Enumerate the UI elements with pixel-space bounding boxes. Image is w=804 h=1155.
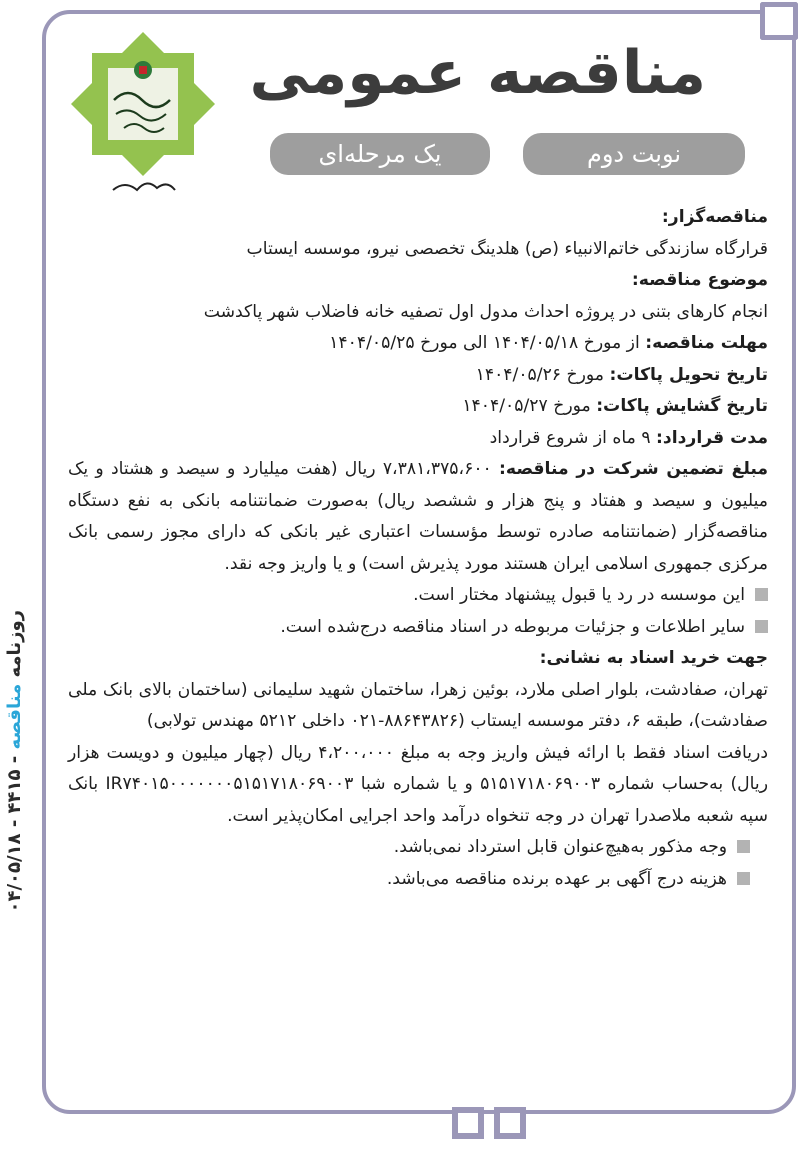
list-item — [68, 864, 768, 896]
opening-label: تاریخ گشایش پاکات: — [596, 396, 768, 416]
newspaper-caption — [4, 610, 25, 960]
bullet-text-1: این موسسه در رد یا قبول پیشنهاد مختار است. — [413, 585, 745, 605]
bullet-text-3: وجه مذکور به‌هیچ‌عنوان قابل استرداد نمی‌باشد. — [393, 837, 727, 857]
payment-text: دریافت اسناد فقط با ارائه فیش واریز وجه به مبلغ ۴،۲۰۰،۰۰۰ ریال (چهار میلیون و دویست هزار ریال) به‌حساب شماره ۵۱۵۱۷۱۸۰۶۹۰۰۳ و یا شماره شبا IR۷۴۰۱۵۰۰۰۰۰۰۰۵۱۵۱۷۱۸۰۶۹۰۰۳ بانک سپه شعبه ملاصدرا تهران در وجه تنخواه درآمد واحد اجرایی امکان‌پذیر است. — [68, 742, 768, 826]
address-text: تهران، صفادشت، بلوار اصلی ملارد، بوئین زهرا، ساختمان شهید سلیمانی (ساختمان بالای بانک ملی صفادشت)، طبقه ۶، دفتر موسسه ایستاب (۸۸۶۴۳۸۲۶-۰۲۱ داخلی ۵۲۱۲ مهندس تولابی) — [68, 679, 768, 731]
list-item — [68, 832, 768, 864]
page-title: مناقصه عمومی — [249, 38, 706, 108]
organizer-heading: مناقصه‌گزار: — [661, 207, 768, 227]
delivery-value: مورخ ۱۴۰۴/۰۵/۲۶ — [475, 364, 610, 385]
organizer-logo — [68, 30, 218, 200]
deadline-line — [68, 328, 768, 360]
subject-text: انجام کارهای بتنی در پروژه احداث مدول اول تصفیه خانه فاضلاب شهر پاکدشت — [203, 301, 768, 322]
opening-value: مورخ ۱۴۰۴/۰۵/۲۷ — [462, 396, 597, 416]
bullet-square-icon — [737, 840, 750, 853]
guarantee-paragraph — [68, 454, 768, 580]
notice-body — [68, 202, 768, 895]
corner-decoration — [760, 2, 798, 40]
list-item — [68, 580, 768, 612]
stage-badge: یک مرحله‌ای — [270, 133, 490, 175]
list-item — [68, 612, 768, 644]
round-badge: نوبت دوم — [523, 133, 745, 175]
caption-suffix: - ۴۴۱۵ - ۰۴/۰۵/۱۸ — [4, 749, 25, 913]
bullet-text-4: هزینه درج آگهی بر عهده برنده مناقصه می‌باشد. — [386, 868, 727, 889]
address-heading: جهت خرید اسناد به نشانی: — [539, 648, 768, 668]
deadline-label: مهلت مناقصه: — [645, 333, 768, 353]
guarantee-label: مبلغ تضمین شرکت در مناقصه: — [499, 459, 768, 479]
bullet-square-icon — [737, 872, 750, 885]
guarantee-value: ۷،۳۸۱،۳۷۵،۶۰۰ ریال (هفت میلیارد و سیصد و هشتاد و یک میلیون و سیصد و هفتاد و پنج هزار و ششصد ریال) به‌صورت ضمانتنامه بانکی به نفع دستگاه مناقصه‌گزار (ضمانتنامه صادره توسط مؤسسات اعتباری غیر بانکی که دارای مجوز رسمی بانک مرکزی جمهوری اسلامی ایران هستند مورد پذیرش است) و یا واریز وجه نقد. — [68, 459, 768, 574]
caption-prefix: روزنامه — [4, 610, 25, 684]
duration-label: مدت قرارداد: — [656, 427, 768, 448]
subject-heading: موضوع مناقصه: — [631, 270, 768, 290]
duration-value: ۹ ماه از شروع قرارداد — [489, 427, 657, 448]
deadline-value: از مورخ ۱۴۰۴/۰۵/۱۸ الی مورخ ۱۴۰۴/۰۵/۲۵ — [329, 333, 646, 353]
delivery-label: تاریخ تحویل پاکات: — [609, 364, 768, 385]
bullet-square-icon — [755, 620, 768, 633]
organizer-text: قرارگاه سازندگی خاتم‌الانبیاء (ص) هلدینگ تخصصی نیرو، موسسه ایستاب — [246, 238, 768, 259]
opening-line — [68, 391, 768, 423]
caption-brand: مناقصه — [4, 683, 25, 750]
bullet-text-2: سایر اطلاعات و جزئیات مربوطه در اسناد مناقصه درج‌شده است. — [280, 616, 745, 637]
bullet-square-icon — [755, 588, 768, 601]
delivery-line — [68, 360, 768, 392]
duration-line — [68, 423, 768, 455]
